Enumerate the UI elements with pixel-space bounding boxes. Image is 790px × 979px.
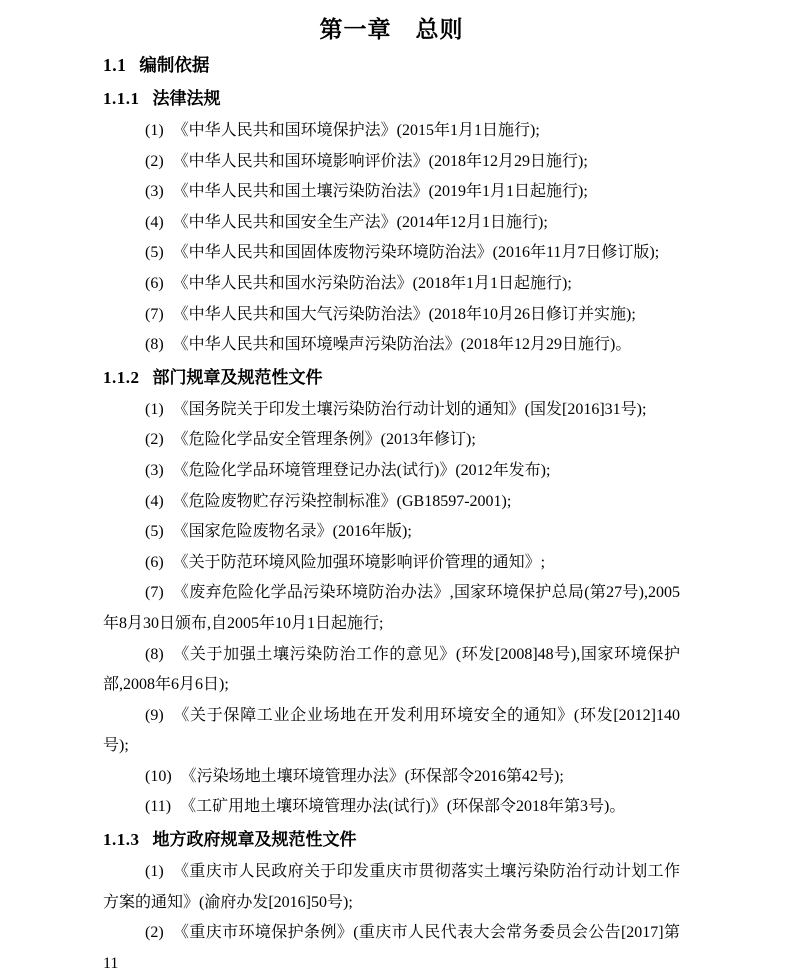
item-text: 《关于保障工业企业场地在开发利用环境安全的通知》(环发[2012]140号); [103, 706, 680, 755]
item-text: 《中华人民共和国环境保护法》(2015年1月1日施行); [172, 122, 540, 139]
item-number: (4) [145, 492, 164, 510]
item-text: 《中华人民共和国土壤污染防治法》(2019年1月1日起施行); [172, 183, 588, 201]
item-text: 《国务院关于印发土壤污染防治行动计划的通知》(国发[2016]31号); [172, 400, 647, 418]
heading-number: 1.1.2 [103, 367, 140, 387]
item-text: 《污染场地土壤环境管理办法》(环保部令2016第42号); [180, 767, 564, 785]
list-item [103, 792, 680, 823]
item-number: (7) [145, 584, 164, 602]
item-number: (8) [145, 645, 164, 663]
item-text: 《中华人民共和国环境噪声污染防治法》(2018年12月29日施行)。 [172, 336, 632, 354]
list-item [103, 456, 680, 487]
document-body [103, 48, 680, 979]
item-text: 《关于加强土壤污染防治工作的意见》(环发[2008]48号),国家环境保护部,2008年6月6日); [103, 645, 680, 694]
item-text: 《重庆市环境保护条例》(重庆市人民代表大会常务委员会公告[2017]第11 [103, 924, 680, 972]
item-text: 《危险废物贮存污染控制标准》(GB18597-2001); [172, 492, 512, 510]
heading-text: 部门规章及规范性文件 [152, 367, 323, 387]
list-item [103, 177, 680, 208]
list-item [103, 116, 680, 147]
item-number: (7) [145, 305, 164, 323]
section-heading-1.1.2 [103, 361, 680, 395]
chapter-title: 第一章 总则 [319, 17, 464, 42]
list-item [103, 578, 680, 639]
list-item [103, 640, 680, 701]
item-text: 《危险化学品安全管理条例》(2013年修订); [172, 431, 476, 449]
list-item [103, 300, 680, 331]
list-item [103, 548, 680, 579]
item-number: (1) [145, 122, 164, 139]
list-item [103, 517, 680, 548]
item-text: 《工矿用地土壤环境管理办法(试行)》(环保部令2018年第3号)。 [180, 798, 626, 816]
item-number: (8) [145, 336, 164, 354]
item-text: 《中华人民共和国水污染防治法》(2018年1月1日起施行); [172, 274, 572, 292]
item-number: (4) [145, 213, 164, 231]
list-item [103, 857, 680, 918]
heading-number: 1.1 [103, 55, 127, 75]
item-number: (1) [145, 400, 164, 418]
item-text: 《中华人民共和国大气污染防治法》(2018年10月26日修订并实施); [172, 305, 636, 323]
item-number: (2) [145, 152, 164, 170]
item-number: (3) [145, 461, 164, 479]
section-heading-1.1.3 [103, 823, 680, 857]
list-item [103, 330, 680, 361]
item-number: (1) [145, 863, 164, 881]
item-number: (11) [145, 798, 172, 816]
heading-text: 法律法规 [152, 89, 221, 108]
list-item [103, 918, 680, 979]
list-item [103, 762, 680, 793]
list-item [103, 701, 680, 762]
item-text: 《危险化学品环境管理登记办法(试行)》(2012年发布); [172, 461, 551, 479]
item-number: (2) [145, 431, 164, 449]
item-number: (3) [145, 183, 164, 201]
item-text: 《国家危险废物名录》(2016年版); [172, 523, 412, 541]
item-number: (5) [145, 523, 164, 541]
item-text: 《重庆市人民政府关于印发重庆市贯彻落实土壤污染防治行动计划工作方案的通知》(渝府办发[2016]50号); [103, 863, 680, 911]
list-item [103, 425, 680, 456]
heading-text: 编制依据 [139, 55, 210, 75]
heading-number: 1.1.3 [103, 830, 140, 850]
list-item [103, 208, 680, 239]
section-heading-1.1.1 [103, 82, 680, 116]
item-number: (2) [145, 924, 164, 942]
list-item [103, 269, 680, 300]
item-number: (6) [145, 274, 164, 292]
heading-number: 1.1.1 [103, 89, 140, 108]
item-text: 《废弃危险化学品污染环境防治办法》,国家环境保护总局(第27号),2005年8月30日颁布,自2005年10月1日起施行; [103, 584, 680, 632]
item-number: (10) [145, 767, 172, 785]
section-heading-1.1 [103, 48, 680, 82]
list-item [103, 395, 680, 426]
item-text: 《中华人民共和国固体废物污染环境防治法》(2016年11月7日修订版); [172, 244, 660, 262]
item-text: 《中华人民共和国安全生产法》(2014年12月1日施行); [172, 213, 548, 231]
item-number: (5) [145, 244, 164, 262]
item-number: (9) [145, 706, 164, 724]
list-item [103, 147, 680, 178]
item-number: (6) [145, 553, 164, 571]
item-text: 《关于防范环境风险加强环境影响评价管理的通知》; [172, 553, 546, 571]
item-text: 《中华人民共和国环境影响评价法》(2018年12月29日施行); [172, 152, 588, 170]
heading-text: 地方政府规章及规范性文件 [152, 830, 357, 850]
list-item [103, 487, 680, 518]
list-item [103, 238, 680, 269]
